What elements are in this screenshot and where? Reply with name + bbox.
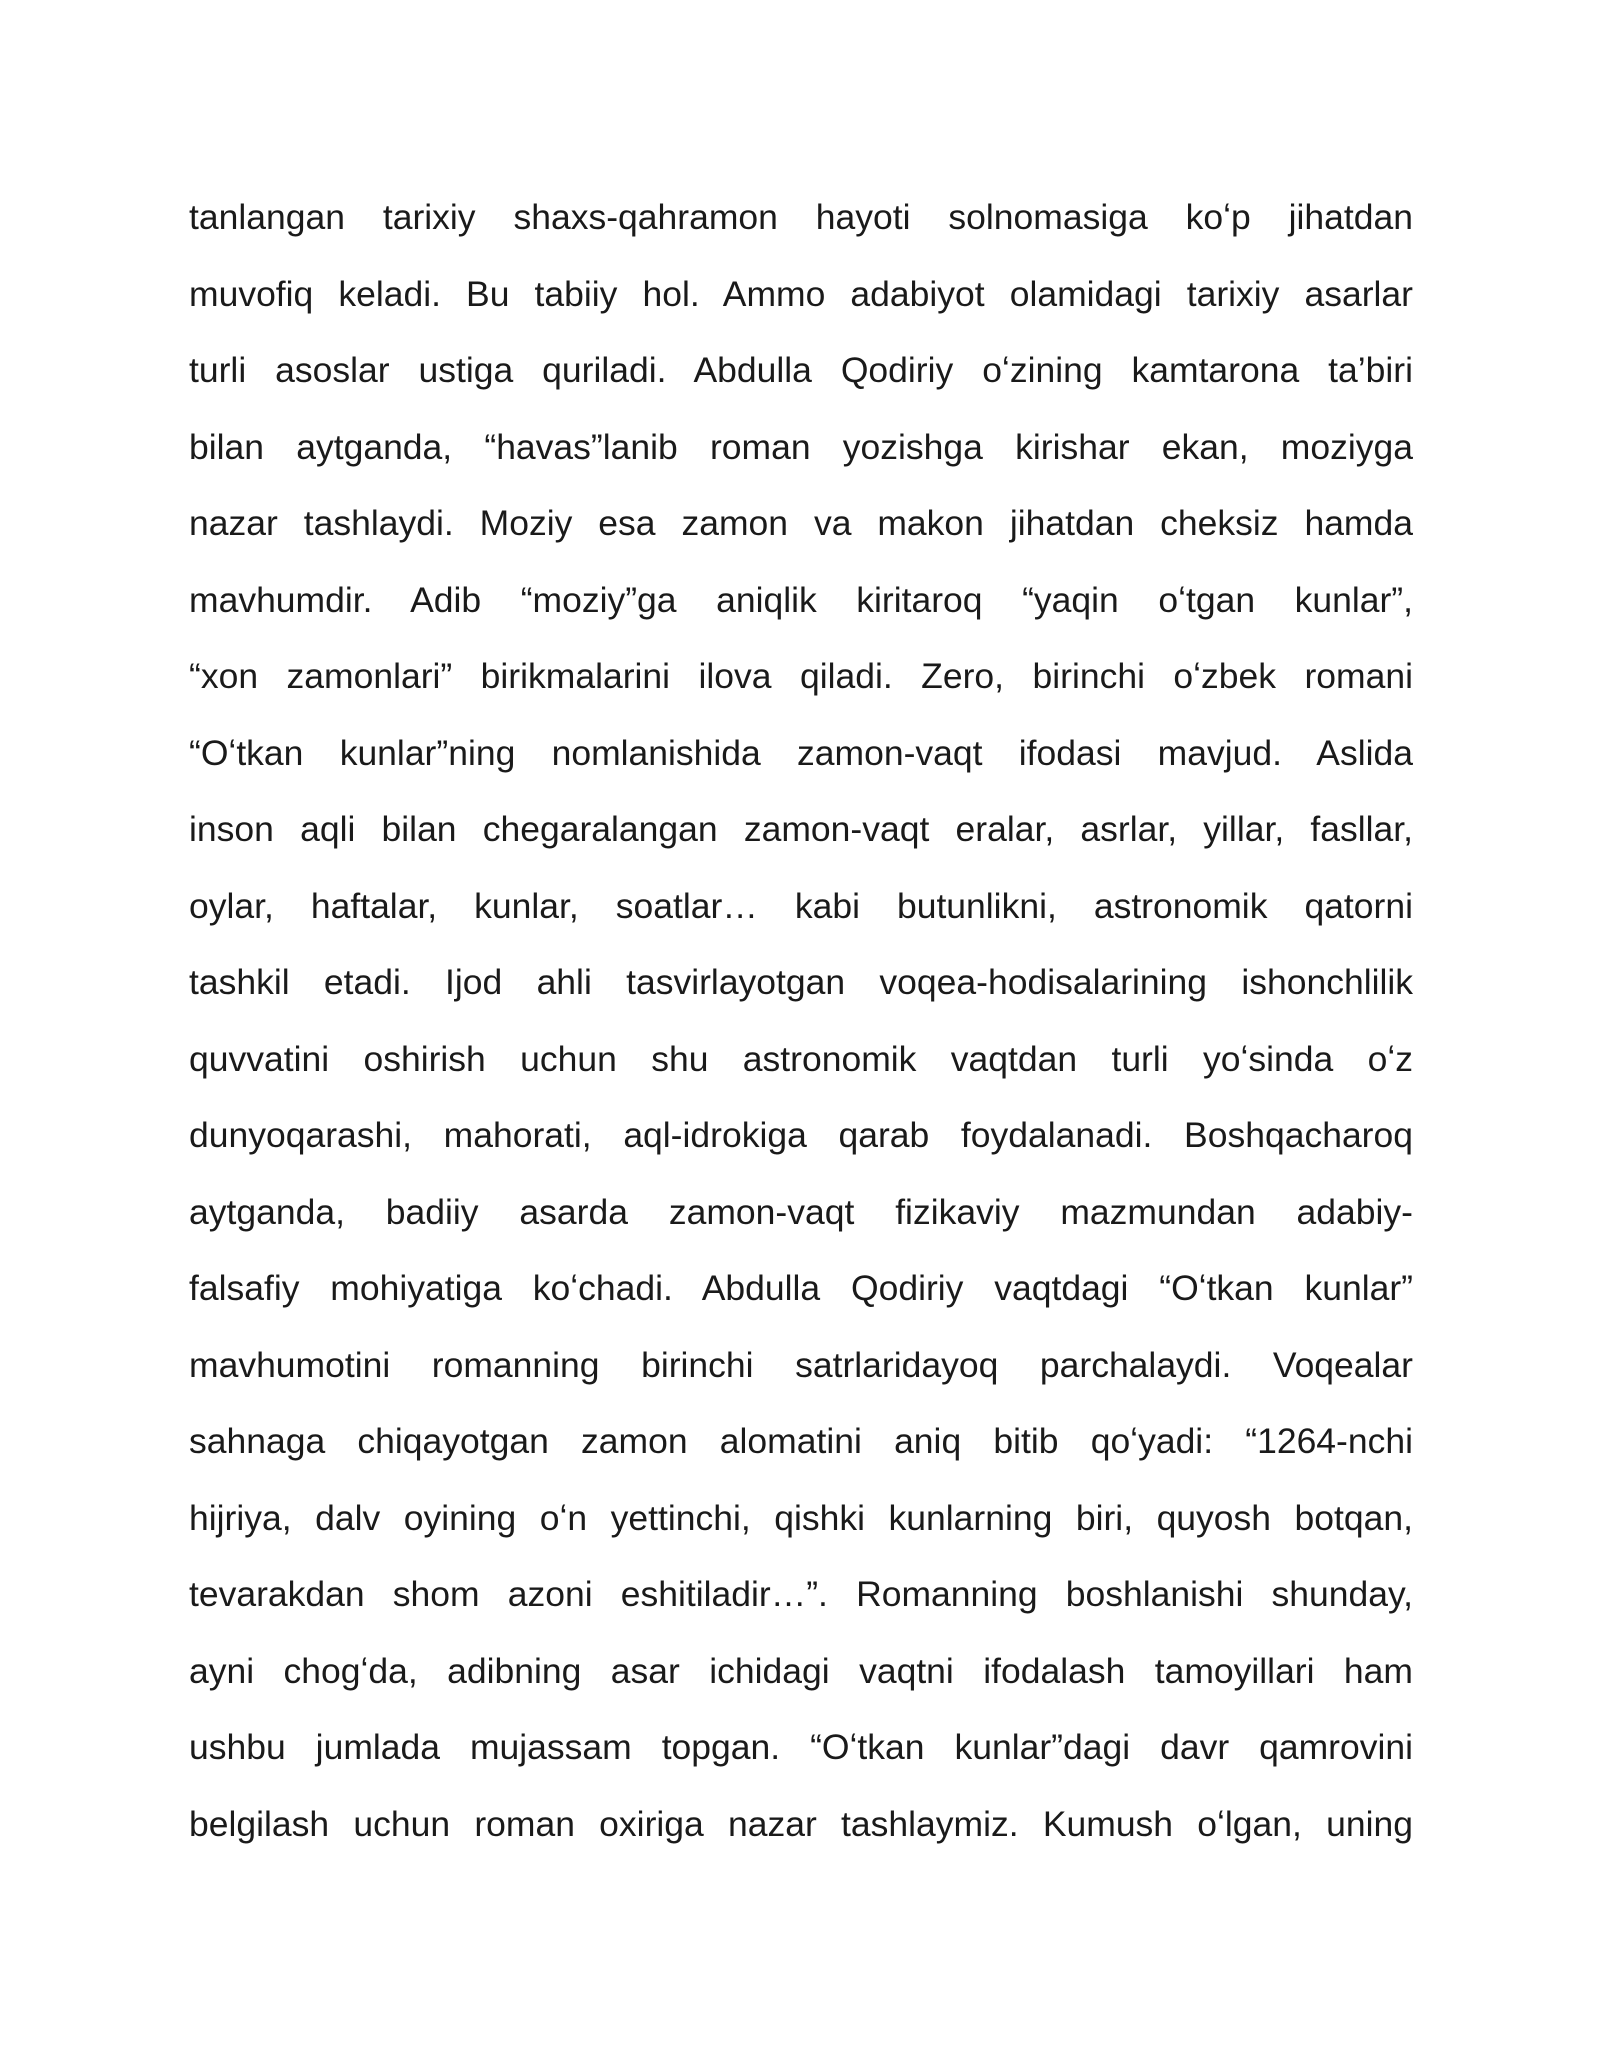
text-line: aytganda, badiiy asarda zamon-vaqt fizikaviy mazmundan adabiy-	[189, 1191, 1413, 1232]
text-line: tanlangan tarixiy shaxs-qahramon hayoti solnomasiga koʻp jihatdan	[189, 197, 1413, 237]
text-line: “Oʻtkan kunlar”ning nomlanishida zamon-vaqt ifodasi mavjud. Aslida	[189, 732, 1413, 773]
text-line: ushbu jumlada mujassam topgan. “Oʻtkan kunlar”dagi davr qamrovini	[189, 1727, 1413, 1767]
text-line: falsafiy mohiyatiga koʻchadi. Abdulla Qodiriy vaqtdagi “Oʻtkan kunlar”	[189, 1268, 1413, 1308]
text-line: tevarakdan shom azoni eshitiladir…”. Romanning boshlanishi shunday,	[189, 1574, 1413, 1614]
text-line: nazar tashlaydi. Moziy esa zamon va makon jihatdan cheksiz hamda	[189, 503, 1413, 543]
text-line: ayni chogʻda, adibning asar ichidagi vaqtni ifodalash tamoyillari ham	[189, 1650, 1413, 1691]
text-line: mavhumdir. Adib “moziy”ga aniqlik kiritaroq “yaqin oʻtgan kunlar”,	[189, 579, 1413, 620]
text-line: muvofiq keladi. Bu tabiiy hol. Ammo adabiyot olamidagi tarixiy asarlar	[189, 273, 1413, 314]
text-line: quvvatini oshirish uchun shu astronomik vaqtdan turli yoʻsinda oʻz	[189, 1038, 1413, 1079]
text-line: oylar, haftalar, kunlar, soatlar… kabi butunlikni, astronomik qatorni	[189, 885, 1413, 926]
text-line: “xon zamonlari” birikmalarini ilova qiladi. Zero, birinchi oʻzbek romani	[189, 656, 1413, 696]
text-line: inson aqli bilan chegaralangan zamon-vaqt eralar, asrlar, yillar, fasllar,	[189, 809, 1413, 849]
text-line: bilan aytganda, “havas”lanib roman yozishga kirishar ekan, moziyga	[189, 426, 1413, 467]
text-line: dunyoqarashi, mahorati, aql-idrokiga qarab foydalanadi. Boshqacharoq	[189, 1115, 1413, 1155]
text-line: mavhumotini romanning birinchi satrlaridayoq parchalaydi. Voqealar	[189, 1344, 1413, 1385]
text-line: hijriya, dalv oyining oʻn yettinchi, qishki kunlarning biri, quyosh botqan,	[189, 1497, 1413, 1538]
text-line: sahnaga chiqayotgan zamon alomatini aniq bitib qoʻyadi: “1264-nchi	[189, 1421, 1413, 1461]
text-line: tashkil etadi. Ijod ahli tasvirlayotgan voqea-hodisalarining ishonchlilik	[189, 962, 1413, 1002]
body-paragraph	[189, 179, 1413, 1862]
text-line: turli asoslar ustiga quriladi. Abdulla Qodiriy oʻzining kamtarona ta’biri	[189, 350, 1413, 390]
text-line: belgilash uchun roman oxiriga nazar tashlaymiz. Kumush oʻlgan, uning	[189, 1803, 1413, 1844]
